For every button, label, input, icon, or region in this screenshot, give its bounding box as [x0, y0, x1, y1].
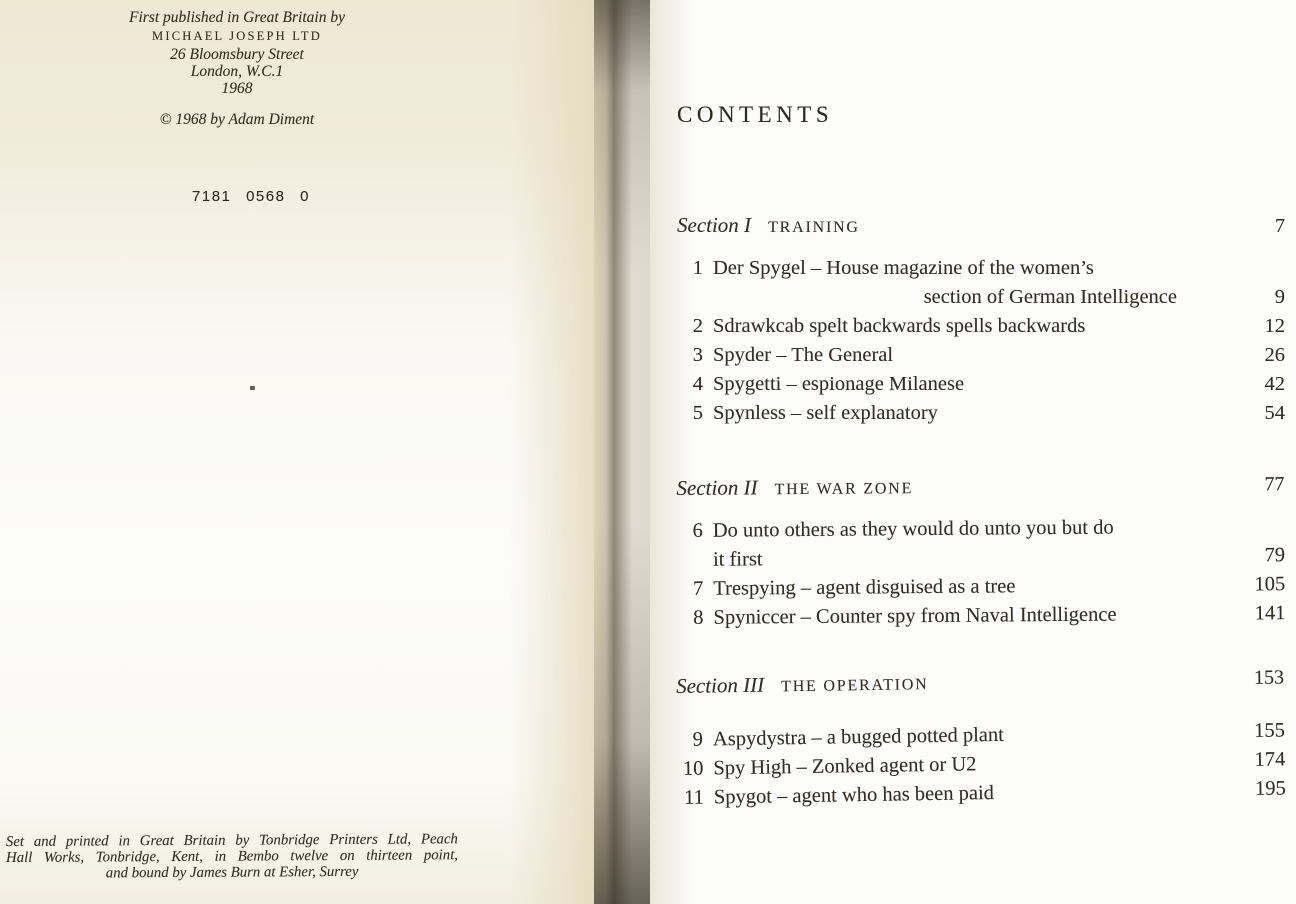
colophon-line-2: Hall Works, Tonbridge, Kent, in Bembo twelve on thirteen point, — [5, 847, 459, 866]
chapter-number: 7 — [692, 577, 704, 600]
imprint-address-city: London, W.C.1 — [190, 63, 284, 80]
chapter-title-line-1: Der Spygel – House magazine of the women’s — [713, 257, 1094, 279]
chapter-page-number: 155 — [1253, 719, 1286, 742]
colophon-line-3: and bound by James Burn at Esher, Surrey — [105, 863, 359, 881]
chapter-title: Aspydystra – a bugged potted plant — [712, 723, 1005, 751]
toc-entry — [677, 399, 1285, 428]
toc-entry — [677, 254, 1285, 312]
chapter-number: 9 — [692, 728, 704, 751]
chapter-page-number: 26 — [1264, 344, 1285, 366]
section-page-number: 77 — [1264, 473, 1285, 496]
chapter-title-line-2: section of German Intelligence — [923, 286, 1177, 308]
chapter-title: Sdrawkcab spelt backwards spells backwards — [713, 315, 1086, 337]
chapter-number: 3 — [692, 344, 703, 366]
chapter-page-number: 195 — [1254, 777, 1286, 800]
chapter-number: 10 — [682, 757, 704, 780]
contents-block — [677, 0, 1285, 813]
ink-speck — [250, 386, 255, 390]
toc-section-heading — [677, 212, 1285, 241]
chapter-page-number: 42 — [1264, 373, 1285, 395]
left-page — [0, 0, 606, 904]
chapter-page-number: 141 — [1254, 602, 1286, 625]
toc-entry — [677, 370, 1285, 399]
chapter-title — [713, 254, 1231, 312]
chapter-title: Trespying – agent disguised as a tree — [713, 575, 1016, 600]
section-page-number: 153 — [1253, 666, 1285, 689]
right-page — [650, 0, 1296, 904]
contents-title: CONTENTS — [677, 102, 834, 127]
toc-entry — [677, 570, 1285, 604]
chapter-number: 8 — [693, 606, 704, 629]
section-name: THE WAR ZONE — [774, 480, 914, 499]
imprint-block — [77, 9, 397, 205]
chapter-page-number: 174 — [1254, 748, 1286, 771]
copyright-line: © 1968 by Adam Diment — [159, 111, 315, 128]
section-name: TRAINING — [768, 219, 860, 236]
chapter-page-number: 9 — [1274, 286, 1285, 308]
toc-entries — [677, 716, 1286, 813]
chapter-title-line-1: Do unto others as they would do unto you but do — [712, 516, 1114, 542]
chapter-title: Spy High – Zonked agent or U2 — [713, 753, 977, 780]
toc-section-heading — [676, 663, 1284, 702]
chapter-number: 4 — [692, 373, 703, 395]
chapter-page-number: 105 — [1254, 573, 1286, 596]
toc-entries — [677, 254, 1285, 428]
section-page-number: 7 — [1275, 215, 1285, 237]
section-label: Section II — [676, 475, 758, 501]
chapter-title: Spyniccer – Counter spy from Naval Intelligence — [713, 603, 1117, 629]
page-gutter-shadow — [594, 0, 650, 904]
chapter-title-line-2: it first — [712, 548, 763, 571]
chapter-title — [713, 513, 1231, 575]
imprint-address-street: 26 Bloomsbury Street — [170, 46, 304, 63]
chapter-title: Spygetti – espionage Milanese — [713, 373, 965, 395]
colophon-block — [6, 832, 458, 882]
chapter-number: 5 — [692, 402, 703, 424]
toc-section-war-zone — [676, 470, 1285, 633]
toc-section-training — [677, 212, 1285, 428]
chapter-page-number: 79 — [1264, 544, 1286, 567]
toc-entry — [677, 341, 1285, 370]
colophon-line-1: Set and printed in Great Britain by Tonbridge Printers Ltd, Peach — [5, 831, 458, 851]
section-label: Section I — [677, 213, 752, 237]
section-label: Section III — [675, 672, 765, 699]
toc-entry — [677, 512, 1285, 575]
chapter-title: Spynless – self explanatory — [713, 402, 938, 424]
imprint-year: 1968 — [221, 80, 253, 97]
isbn-number: 7181 0568 0 — [192, 188, 310, 205]
toc-entry — [677, 312, 1285, 341]
chapter-title: Spyder – The General — [713, 344, 894, 366]
toc-entry — [677, 599, 1285, 633]
imprint-published-line: First published in Great Britain by — [129, 9, 345, 26]
chapter-number: 2 — [692, 315, 703, 337]
toc-entries — [677, 512, 1286, 633]
section-name: THE OPERATION — [781, 676, 929, 696]
toc-section-operation — [676, 663, 1286, 813]
chapter-number: 6 — [692, 519, 703, 542]
chapter-page-number: 12 — [1264, 315, 1285, 337]
chapter-title: Spygot – agent who has been paid — [713, 782, 995, 809]
imprint-publisher: MICHAEL JOSEPH LTD — [152, 29, 322, 43]
chapter-page-number: 54 — [1264, 402, 1285, 424]
toc-section-heading — [676, 470, 1284, 504]
chapter-number: 11 — [683, 786, 705, 809]
chapter-number: 1 — [692, 257, 703, 279]
